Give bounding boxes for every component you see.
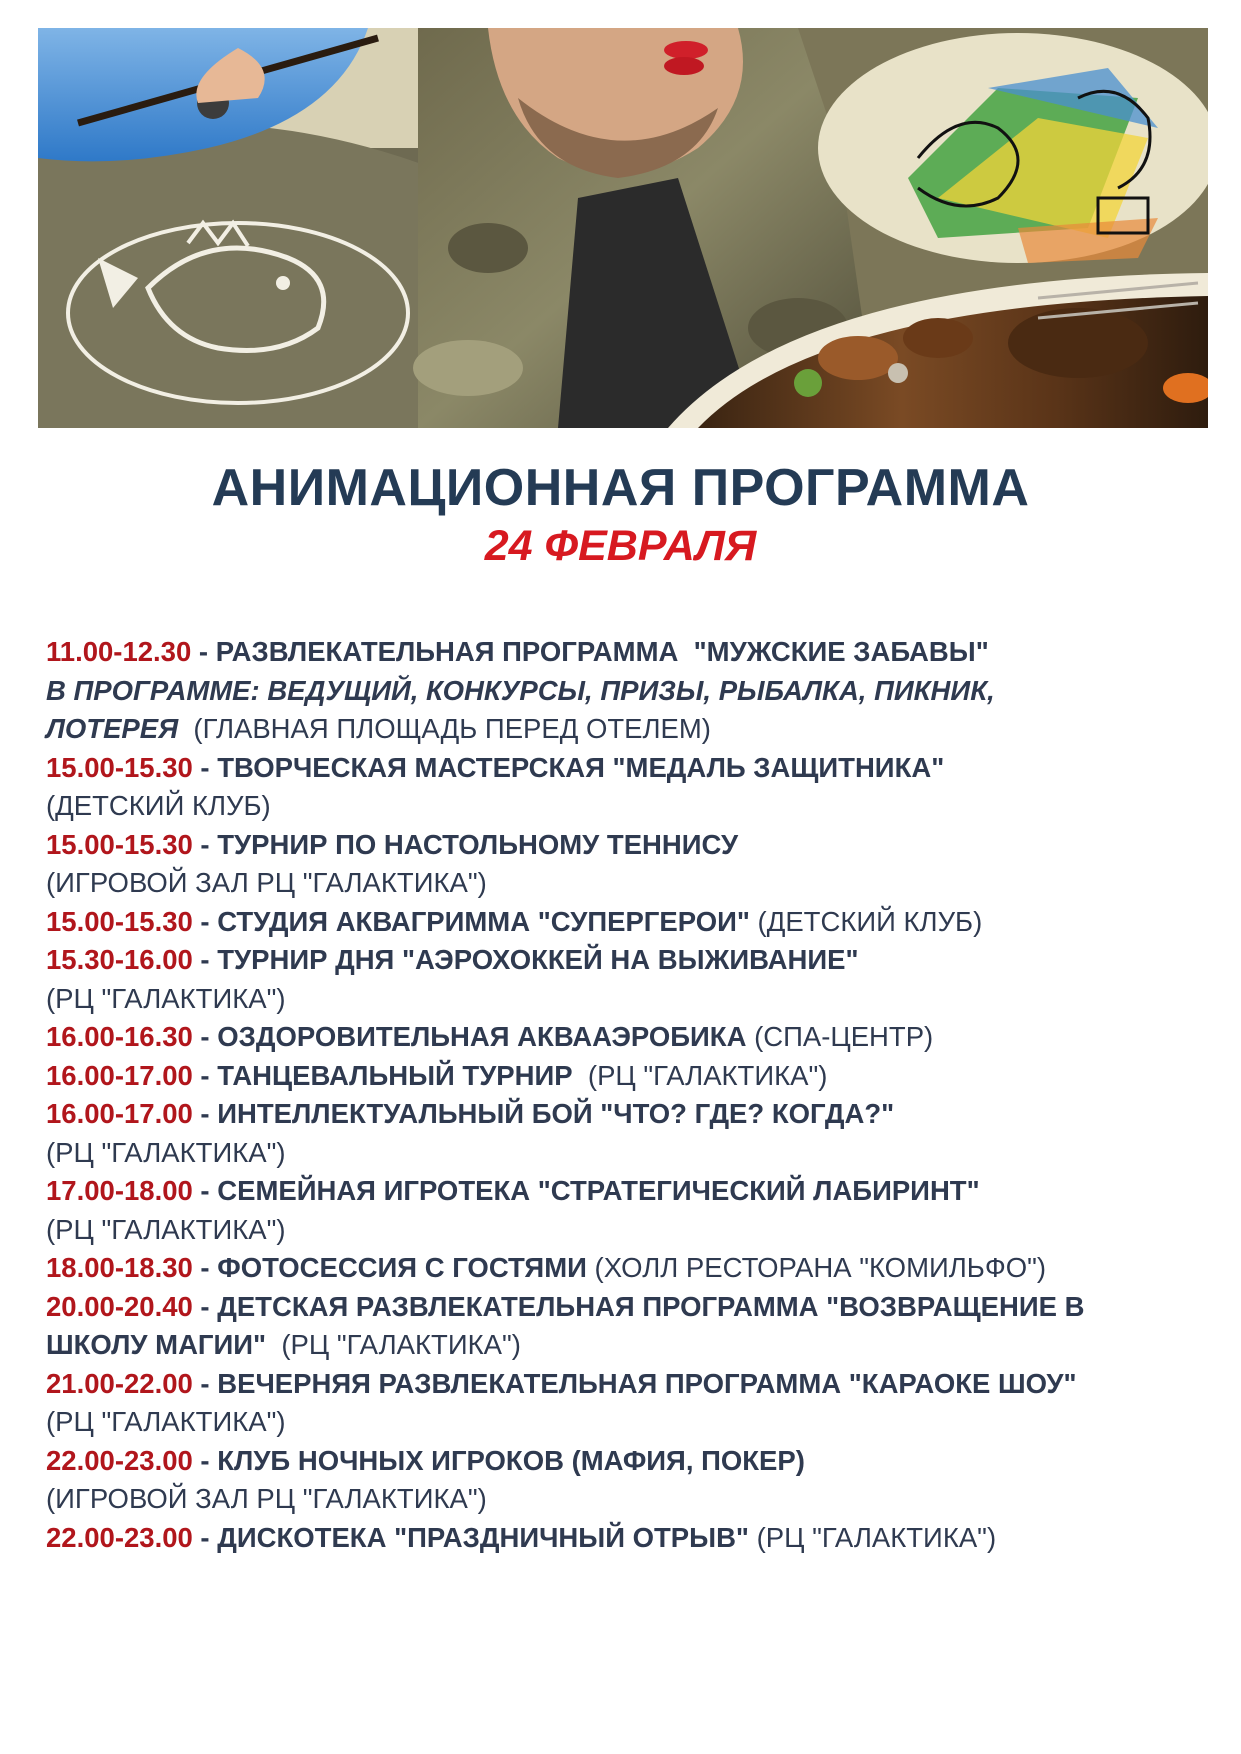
time-separator: - [192, 1367, 218, 1399]
schedule-line [46, 826, 1216, 865]
time-separator: - [192, 1021, 218, 1052]
schedule-line [46, 941, 1216, 980]
event-time: 20.00-20.40 [46, 1290, 193, 1322]
program-note: ЛОТЕРЕЯ [46, 713, 179, 744]
schedule-list [46, 633, 1216, 1557]
schedule-line [46, 1249, 1216, 1288]
time-separator: - [192, 944, 218, 975]
schedule-line [46, 1288, 1216, 1327]
schedule-line [46, 1211, 1216, 1250]
event-location: (РЦ "ГАЛАКТИКА") [46, 1406, 286, 1437]
schedule-line [46, 1172, 1216, 1211]
program-note: В ПРОГРАММЕ: ВЕДУЩИЙ, КОНКУРСЫ, ПРИЗЫ, РЫБАЛКА, ПИКНИК, [46, 674, 995, 706]
event-location: (РЦ "ГАЛАКТИКА") [46, 1136, 286, 1168]
page-title: АНИМАЦИОННАЯ ПРОГРАММА [211, 459, 1030, 517]
event-title: ТВОРЧЕСКАЯ МАСТЕРСКАЯ "МЕДАЛЬ ЗАЩИТНИКА" [217, 751, 945, 783]
event-title: ТАНЦЕВАЛЬНЫЙ ТУРНИР [217, 1059, 573, 1091]
event-time: 15.00-15.30 [46, 828, 193, 860]
schedule-line [46, 633, 1216, 672]
event-title: ТУРНИР ПО НАСТОЛЬНОМУ ТЕННИСУ [217, 828, 739, 860]
schedule-line [46, 1018, 1216, 1057]
event-location: (ИГРОВОЙ ЗАЛ РЦ "ГАЛАКТИКА") [46, 1483, 487, 1514]
schedule-line [46, 980, 1216, 1019]
time-separator: - [192, 905, 218, 937]
schedule-line [46, 864, 1216, 903]
time-separator: - [192, 1252, 218, 1283]
event-time: 15.00-15.30 [46, 751, 193, 783]
event-title: ИНТЕЛЛЕКТУАЛЬНЫЙ БОЙ "ЧТО? ГДЕ? КОГДА?" [217, 1098, 895, 1129]
event-time: 16.00-17.00 [46, 1059, 193, 1091]
schedule-line [46, 672, 1216, 711]
event-title: СЕМЕЙНАЯ ИГРОТЕКА "СТРАТЕГИЧЕСКИЙ ЛАБИРИНТ" [217, 1175, 980, 1206]
event-time: 11.00-12.30 [46, 636, 192, 667]
event-location: (РЦ "ГАЛАКТИКА") [46, 1213, 286, 1245]
event-title: ФОТОСЕССИЯ С ГОСТЯМИ [217, 1252, 587, 1283]
banner-illustration [38, 28, 1208, 428]
schedule-line [46, 787, 1216, 826]
time-separator: - [192, 1098, 218, 1129]
event-time: 16.00-16.30 [46, 1021, 193, 1052]
event-location: (ХОЛЛ РЕСТОРАНА "КОМИЛЬФО") [586, 1252, 1047, 1283]
header-banner [38, 28, 1208, 428]
event-date: 24 ФЕВРАЛЯ [484, 522, 757, 570]
event-location: (РЦ "ГАЛАКТИКА") [748, 1521, 997, 1553]
schedule-line [46, 1134, 1216, 1173]
schedule-line [46, 710, 1216, 749]
schedule-line [46, 1480, 1216, 1519]
time-separator: - [192, 1444, 218, 1476]
event-title: ШКОЛУ МАГИИ" [46, 1329, 267, 1360]
schedule-line [46, 1095, 1216, 1134]
event-title: СТУДИЯ АКВАГРИММА "СУПЕРГЕРОИ" [217, 905, 750, 937]
time-separator: - [192, 751, 218, 783]
event-title: РАЗВЛЕКАТЕЛЬНАЯ ПРОГРАММА "МУЖСКИЕ ЗАБАВЫ" [215, 636, 989, 667]
picnic-drawing-icon [818, 33, 1208, 263]
event-location: (РЦ "ГАЛАКТИКА") [46, 982, 286, 1014]
event-location: (СПА-ЦЕНТР) [746, 1021, 934, 1052]
schedule-line [46, 1519, 1216, 1558]
schedule-line [46, 1442, 1216, 1481]
event-time: 17.00-18.00 [46, 1175, 193, 1206]
event-time: 15.00-15.30 [46, 905, 193, 937]
time-separator: - [192, 828, 218, 860]
time-separator: - [192, 1521, 218, 1553]
schedule-line [46, 1057, 1216, 1096]
event-time: 21.00-22.00 [46, 1367, 193, 1399]
event-time: 15.30-16.00 [46, 944, 193, 975]
event-time: 22.00-23.00 [46, 1521, 193, 1553]
schedule-line [46, 749, 1216, 788]
schedule-line [46, 1326, 1216, 1365]
event-time: 22.00-23.00 [46, 1444, 193, 1476]
event-location: (РЦ "ГАЛАКТИКА") [266, 1329, 521, 1360]
time-separator: - [192, 1175, 218, 1206]
event-title: ТУРНИР ДНЯ "АЭРОХОККЕЙ НА ВЫЖИВАНИЕ" [217, 944, 859, 975]
event-title: ВЕЧЕРНЯЯ РАЗВЛЕКАТЕЛЬНАЯ ПРОГРАММА "КАРАОКЕ ШОУ" [217, 1367, 1077, 1399]
event-title: ДИСКОТЕКА "ПРАЗДНИЧНЫЙ ОТРЫВ" [217, 1521, 749, 1553]
event-time: 16.00-17.00 [46, 1098, 193, 1129]
time-separator: - [192, 1059, 218, 1091]
schedule-line [46, 1365, 1216, 1404]
event-location: (РЦ "ГАЛАКТИКА") [572, 1059, 828, 1091]
schedule-line [46, 1403, 1216, 1442]
event-time: 18.00-18.30 [46, 1252, 193, 1283]
event-title: КЛУБ НОЧНЫХ ИГРОКОВ (МАФИЯ, ПОКЕР) [217, 1444, 805, 1476]
event-title: ОЗДОРОВИТЕЛЬНАЯ АКВААЭРОБИКА [217, 1021, 747, 1052]
event-title: ДЕТСКАЯ РАЗВЛЕКАТЕЛЬНАЯ ПРОГРАММА "ВОЗВРАЩЕНИЕ В [217, 1290, 1085, 1322]
event-location: (ДЕТСКИЙ КЛУБ) [46, 790, 271, 821]
event-location: (ИГРОВОЙ ЗАЛ РЦ "ГАЛАКТИКА") [46, 867, 487, 898]
time-separator: - [192, 1290, 218, 1322]
schedule-line [46, 903, 1216, 942]
event-location: (ГЛАВНАЯ ПЛОЩАДЬ ПЕРЕД ОТЕЛЕМ) [178, 713, 711, 744]
event-location: (ДЕТСКИЙ КЛУБ) [749, 905, 983, 937]
time-separator: - [191, 636, 216, 667]
